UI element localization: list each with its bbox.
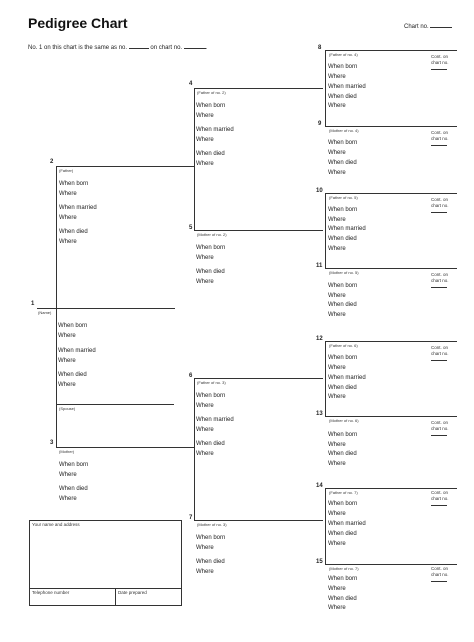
date-prepared-field[interactable]: Date prepared (118, 590, 147, 595)
person-line-15 (325, 564, 457, 565)
field-where: Where (196, 451, 214, 457)
continued-field[interactable] (431, 358, 447, 361)
field-where: Where (328, 394, 346, 400)
field-where: Where (59, 215, 77, 221)
field-where: Where (59, 496, 77, 502)
person-caption: (Father of no. 5) (329, 195, 358, 200)
continued-field[interactable] (431, 143, 447, 146)
field-died: When died (328, 302, 357, 308)
person-line-5 (194, 230, 323, 231)
person-line-12 (325, 341, 457, 342)
person-caption: (Mother) (59, 449, 75, 454)
field-where: Where (328, 150, 346, 156)
field-where: Where (196, 545, 214, 551)
preparer-divider-v (115, 588, 116, 606)
connector-6 (325, 341, 326, 416)
field-where: Where (58, 333, 76, 339)
person-line-2 (56, 166, 194, 167)
field-married: When married (328, 375, 366, 381)
person-number: 2 (50, 159, 54, 165)
person-caption: (Father) (59, 168, 74, 173)
field-where: Where (328, 170, 346, 176)
field-died: When died (328, 385, 357, 391)
connector-3 (194, 378, 195, 520)
field-where: Where (59, 191, 77, 197)
field-born: When born (59, 181, 89, 187)
person-caption: (Mother of no. 7) (329, 566, 359, 571)
field-where: Where (196, 161, 214, 167)
field-where: Where (328, 442, 346, 448)
field-died: When died (59, 486, 88, 492)
continued-note: Cont. on chart no. (431, 197, 457, 215)
person-line-10 (325, 193, 457, 194)
field-where: Where (196, 113, 214, 119)
person-number: 8 (318, 45, 322, 51)
field-where: Where (328, 312, 346, 318)
field-where: Where (59, 472, 77, 478)
person-number: 10 (316, 188, 323, 194)
continued-note: Cont. on chart no. (431, 54, 457, 72)
spouse-caption: (Spouse) (59, 406, 76, 411)
person-caption: (Father of no. 3) (197, 380, 226, 385)
field-born: When born (328, 283, 358, 289)
field-where: Where (58, 382, 76, 388)
person-caption: (Mother of no. 3) (197, 522, 227, 527)
field-where: Where (328, 293, 346, 299)
person-number: 13 (316, 411, 323, 417)
person-number: 4 (189, 81, 193, 87)
field-died: When died (328, 596, 357, 602)
continued-note: Cont. on chart no. (431, 490, 457, 508)
person-line-4 (194, 88, 323, 89)
chart-number (404, 22, 452, 30)
connector-5 (325, 193, 326, 268)
continued-field[interactable] (431, 579, 447, 582)
field-died: When died (196, 559, 225, 565)
person-number: 9 (318, 121, 322, 127)
person-caption: (Father of no. 2) (197, 90, 226, 95)
person-line-1 (37, 308, 175, 309)
field-born: When born (328, 501, 358, 507)
field-died: When died (328, 236, 357, 242)
person-line-11 (325, 268, 457, 269)
field-born: When born (328, 355, 358, 361)
continued-field[interactable] (431, 67, 447, 70)
connector-7 (325, 488, 326, 564)
person-caption: (Father of no. 4) (329, 52, 358, 57)
continued-note: Cont. on chart no. (431, 420, 457, 438)
continued-field[interactable] (431, 285, 447, 288)
continued-note: Cont. on chart no. (431, 566, 457, 584)
field-where: Where (196, 137, 214, 143)
field-where: Where (59, 239, 77, 245)
person-line-9 (325, 126, 457, 127)
person-number: 7 (189, 515, 193, 521)
same-as-line: No. 1 on this chart is the same as no. on chart no. . (28, 45, 208, 51)
field-married: When married (328, 226, 366, 232)
field-born: When born (328, 576, 358, 582)
field-born: When born (328, 207, 358, 213)
field-married: When married (196, 417, 234, 423)
field-died: When died (196, 269, 225, 275)
spouse-line (56, 404, 174, 405)
person-caption: (Mother of no. 6) (329, 418, 359, 423)
page-title: Pedigree Chart (28, 15, 128, 31)
person-number: 5 (189, 225, 193, 231)
connector-4 (325, 50, 326, 126)
field-where: Where (328, 103, 346, 109)
person-caption: (Mother of no. 5) (329, 270, 359, 275)
connector-2 (194, 88, 195, 230)
person-number: 6 (189, 373, 193, 379)
field-where: Where (196, 569, 214, 575)
field-died: When died (328, 531, 357, 537)
field-born: When born (328, 140, 358, 146)
person-number: 15 (316, 559, 323, 565)
person-caption: (Mother of no. 2) (197, 232, 227, 237)
person-caption: (Name) (38, 310, 52, 315)
field-born: When born (59, 462, 89, 468)
field-born: When born (328, 64, 358, 70)
person-number: 3 (50, 440, 54, 446)
field-where: Where (328, 511, 346, 517)
field-born: When born (196, 245, 226, 251)
field-born: When born (196, 103, 226, 109)
field-died: When died (328, 451, 357, 457)
person-line-14 (325, 488, 457, 489)
field-died: When died (196, 441, 225, 447)
preparer-divider-h (29, 588, 182, 589)
person-number: 11 (316, 263, 323, 269)
person-number: 12 (316, 336, 323, 342)
same-as-text: No. 1 on this chart is the same as no. (28, 45, 128, 51)
field-where: Where (328, 74, 346, 80)
field-where: Where (328, 586, 346, 592)
on-chart-text: on chart no. (150, 45, 183, 51)
field-where: Where (196, 427, 214, 433)
continued-field[interactable] (431, 210, 447, 213)
field-died: When died (196, 151, 225, 157)
field-where: Where (328, 365, 346, 371)
chart-number-label: Chart no. (404, 24, 429, 30)
person-caption: (Father of no. 7) (329, 490, 358, 495)
field-where: Where (328, 461, 346, 467)
field-died: When died (328, 94, 357, 100)
person-line-3 (56, 447, 194, 448)
field-where: Where (328, 605, 346, 611)
continued-note: Cont. on chart no. (431, 130, 457, 148)
continued-field[interactable] (431, 433, 447, 436)
name-address-field[interactable]: Your name and address (32, 522, 80, 527)
person-line-8 (325, 50, 457, 51)
field-where: Where (196, 403, 214, 409)
continued-field[interactable] (431, 503, 447, 506)
person-number: 1 (31, 301, 35, 307)
field-died: When died (328, 160, 357, 166)
field-where: Where (328, 217, 346, 223)
field-born: When born (196, 393, 226, 399)
field-where: Where (196, 255, 214, 261)
same-as-field[interactable] (129, 43, 149, 49)
on-chart-field[interactable] (184, 43, 206, 49)
continued-note: Cont. on chart no. (431, 345, 457, 363)
field-married: When married (196, 127, 234, 133)
field-married: When married (59, 205, 97, 211)
field-born: When born (58, 323, 88, 329)
field-where: Where (328, 246, 346, 252)
field-married: When married (328, 521, 366, 527)
field-where: Where (328, 541, 346, 547)
field-died: When died (59, 229, 88, 235)
person-line-13 (325, 416, 457, 417)
field-where: Where (58, 358, 76, 364)
telephone-field[interactable]: Telephone number (32, 590, 70, 595)
person-caption: (Father of no. 6) (329, 343, 358, 348)
field-born: When born (196, 535, 226, 541)
person-line-7 (194, 520, 323, 521)
field-died: When died (58, 372, 87, 378)
field-born: When born (328, 432, 358, 438)
continued-note: Cont. on chart no. (431, 272, 457, 290)
person-caption: (Mother of no. 4) (329, 128, 359, 133)
field-married: When married (328, 84, 366, 90)
field-married: When married (58, 348, 96, 354)
field-where: Where (196, 279, 214, 285)
person-line-6 (194, 378, 323, 379)
person-number: 14 (316, 483, 323, 489)
chart-number-field[interactable] (430, 22, 452, 28)
